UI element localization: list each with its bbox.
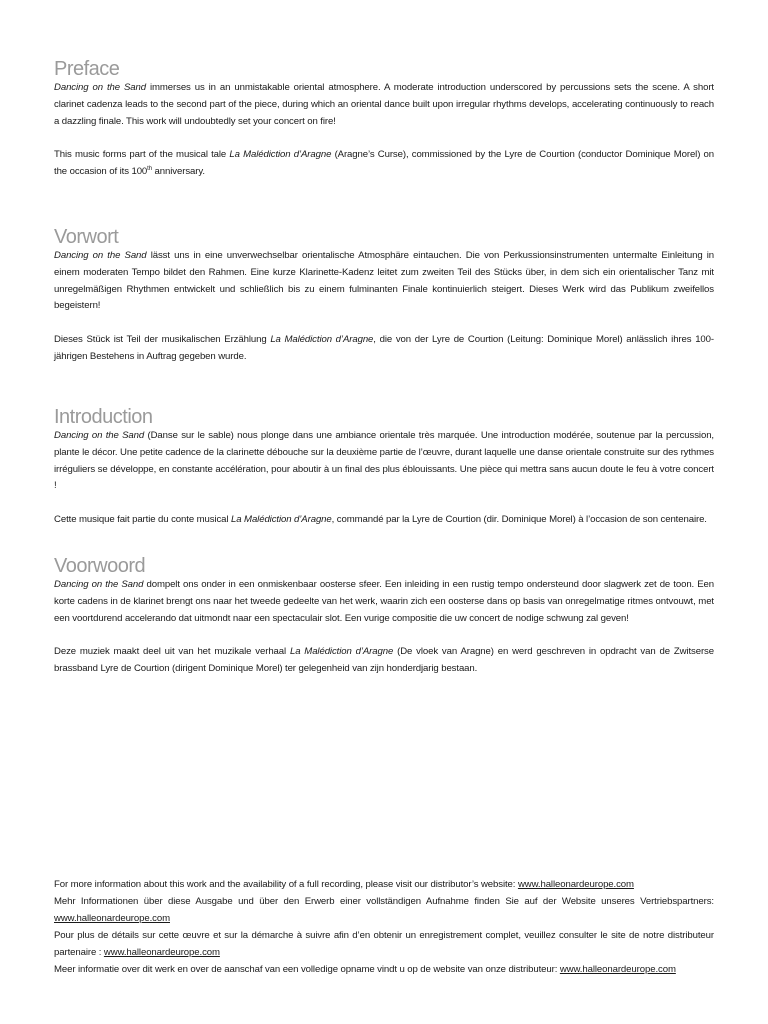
vorwort-paragraph-1: [54, 248, 714, 315]
introduction-paragraph-1-text: (Danse sur le sable) nous plonge dans une ambiance orientale très marquée. Une introduction modérée, soutenue par la percussion, plante le décor. Une petite cadence de la clarinette débouche sur la deuxième partie de l’œuvre, durant laquelle une danse orientale construite sur des rythmes irréguliers se développe, en constante accélération, pour aboutir à un final des plus éblouissants. Une pièce qui mettra sans aucun doute le feu à votre concert !: [54, 430, 714, 492]
footer-text-fr: Pour plus de détails sur cette œuvre et sur la démarche à suivre afin d’en obtenir un enregistrement complet, veuillez consulter le site de notre distributeur partenaire :: [54, 929, 714, 958]
voorwoord-paragraph-1-text: dompelt ons onder in een onmiskenbaar oosterse sfeer. Een inleiding in een rustig tempo ondersteund door slagwerk zet de toon. Een korte cadens in de klarinet brengt ons naar het tweede gedeelte van het werk, waarin zich een oosterse dans op basis van onregelmatige ritmes ontvouwt, met een voortdurend accelerando dat uitmondt naar een spectaculair slot. Een vurige compositie die uw concert de nodige schwung zal geven!: [54, 579, 714, 624]
vorwort-heading: Vorwort: [54, 226, 119, 248]
preface-paragraph-2-post: anniversary.: [151, 166, 205, 178]
preface-heading: Preface: [54, 58, 120, 80]
preface-section: [54, 58, 714, 181]
footer: [54, 877, 714, 978]
footer-text-nl: Meer informatie over dit werk en over de aanschaf van een volledige opname vindt u op de website van onze distributeur:: [54, 963, 560, 975]
tale-title: La Malédiction d’Aragne: [289, 646, 394, 658]
introduction-paragraph-2: [54, 512, 714, 529]
footer-line-fr: [54, 928, 714, 962]
voorwoord-section: [54, 555, 714, 678]
footer-line-nl: [54, 962, 714, 979]
vorwort-paragraph-2: [54, 332, 714, 366]
footer-text-en: For more information about this work and the availability of a full recording, please visit our distributor’s website:: [54, 879, 518, 890]
vorwort-section: [54, 226, 714, 366]
tale-title: La Malédiction d’Aragne: [229, 149, 332, 161]
introduction-heading: Introduction: [54, 406, 153, 428]
introduction-paragraph-2-pre: Cette musique fait partie du conte musical: [54, 514, 232, 526]
distributor-link[interactable]: www.halleonardeurope.com: [559, 963, 676, 975]
voorwoord-heading: Voorwoord: [54, 555, 146, 577]
voorwoord-paragraph-2: [54, 644, 714, 678]
introduction-section: [54, 406, 714, 529]
footer-text-de: Mehr Informationen über diese Ausgabe und über den Erwerb einer vollständigen Aufnahme finden Sie auf der Website unseres Vertriebspartners:: [54, 895, 714, 907]
footer-line-en: [54, 877, 714, 894]
introduction-paragraph-1: [54, 428, 714, 495]
footer-line-de: [54, 894, 714, 928]
vorwort-paragraph-2-post: , die von der Lyre de Courtion (Leitung: Dominique Morel) anlässlich ihres 100-jährigen Bestehens in Auftrag gegeben wurde.: [54, 334, 714, 362]
preface-paragraph-1: [54, 80, 714, 130]
preface-paragraph-2: [54, 147, 714, 181]
distributor-link[interactable]: www.halleonardeurope.com: [103, 946, 220, 958]
ordinal-superscript: th: [147, 166, 152, 172]
work-title: Dancing on the Sand: [54, 430, 145, 441]
tale-title: La Malédiction d’Aragne: [231, 514, 332, 526]
voorwoord-paragraph-2-pre: Deze muziek maakt deel uit van het muzikale verhaal: [54, 646, 290, 658]
distributor-link[interactable]: www.halleonardeurope.com: [517, 879, 634, 890]
tale-title: La Malédiction d’Aragne: [270, 334, 374, 346]
vorwort-paragraph-2-pre: Dieses Stück ist Teil der musikalischen Erzählung: [54, 334, 271, 346]
voorwoord-paragraph-2-post: (De vloek van Aragne) en werd geschreven in opdracht van de Zwitserse brassband Lyre de Courtion (dirigent Dominique Morel) ter gelegenheid van zijn honderdjarig bestaan.: [54, 646, 714, 675]
preface-paragraph-2-mid: (Aragne’s Curse), commissioned by the Lyre de Courtion (conductor Dominique Morel) on the occasion of its 100: [54, 149, 714, 178]
vorwort-paragraph-1-text: lässt uns in eine unverwechselbar orientalische Atmosphäre eintauchen. Die von Perkussionsinstrumenten untermalte Einleitung in einem moderaten Tempo bildet den Rahmen. Eine kurze Klarinette-Kadenz leitet zum zweiten Teil des Stücks über, in dem sich ein orientalischer Tanz mit unregelmäßigen Rhythmen entwickelt und schließlich bis zu einem fulminanten Finale kontinuierlich steigert. Dieses Werk wird das Publikum zweifellos begeistern!: [54, 250, 715, 312]
work-title: Dancing on the Sand: [54, 579, 144, 590]
work-title: Dancing on the Sand: [54, 250, 147, 261]
work-title: Dancing on the Sand: [54, 82, 146, 93]
preface-paragraph-1-text: immerses us in an unmistakable oriental atmosphere. A moderate introduction underscored by percussions sets the scene. A short clarinet cadenza leads to the second part of the piece, during which an oriental dance built upon irregular rhythms develops, accelerating continuously to reach a dazzling finale. This work will undoubtedly set your concert on fire!: [54, 82, 714, 127]
voorwoord-paragraph-1: [54, 577, 714, 627]
preface-paragraph-2-pre: This music forms part of the musical tale: [54, 149, 230, 161]
introduction-paragraph-2-post: , commandé par la Lyre de Courtion (dir. Dominique Morel) à l’occasion de son centenaire.: [331, 514, 707, 526]
distributor-link[interactable]: www.halleonardeurope.com: [54, 912, 170, 924]
